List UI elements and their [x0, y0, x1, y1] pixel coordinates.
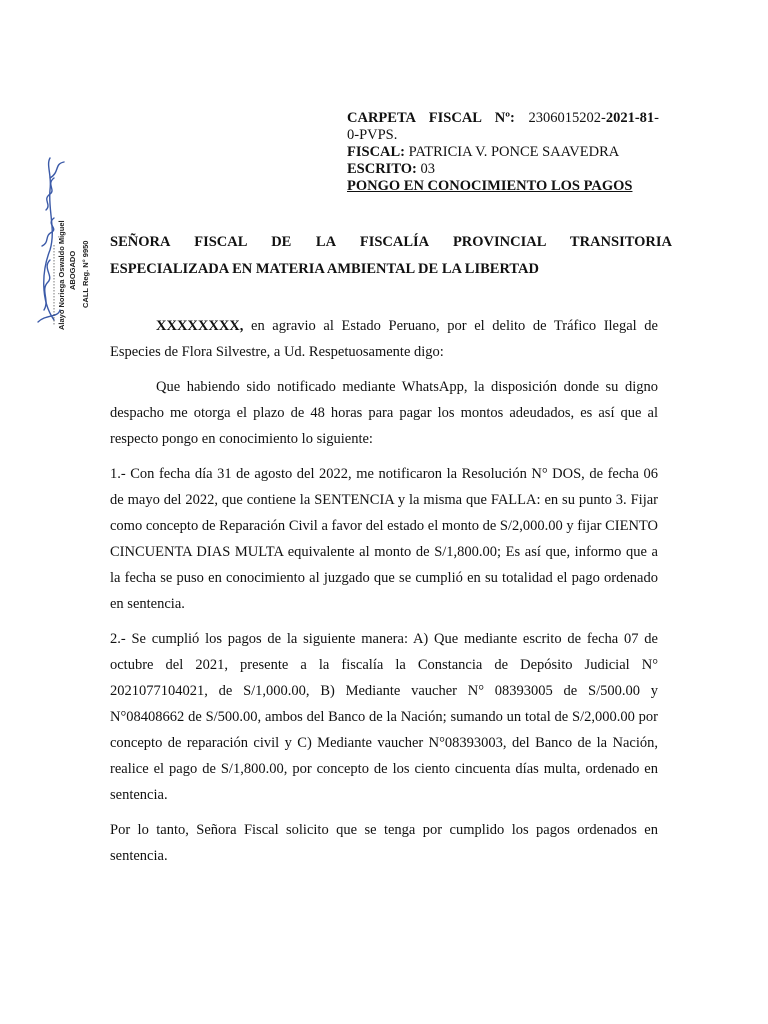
paragraph-item-2: 2.- Se cumplió los pagos de la siguiente manera: A) Que mediante escrito de fecha 07 de octubre del 2021, presente a la fiscalía la Constancia de Depósito Judicial N° 2021077104021, de S/1,000.00, B) Mediante vaucher N° 08393005 de S/500.00 y N°08408662 de S/500.00, ambos del Banco de la Nación; sumando un total de S/2,000.00 por concepto de reparación civil y C) Mediante vaucher N°08393003, del Banco de la Nación, realice el pago de S/1,800.00, por concepto de los ciento cincuenta días multa, ordenado en sentencia.: [110, 631, 658, 803]
intro-text: en agravio al Estado Peruano, por el delito de Tráfico Ilegal de Especies de Flora Silvestre, a Ud. Respetuosamente digo:: [110, 318, 658, 360]
case-header: [347, 110, 659, 195]
intro-paragraph: [110, 313, 658, 365]
case-file-suffix: 0-PVPS.: [347, 127, 398, 143]
brief-number: 03: [416, 161, 435, 177]
document-body: [110, 313, 658, 877]
brief-label: ESCRITO:: [347, 161, 417, 177]
signature-stamp: [20, 150, 102, 335]
paragraph-notification: Que habiendo sido notificado mediante WhatsApp, la disposición donde su digno despacho me otorga el plazo de 48 horas para pagar los montos adeudados, es así que al respecto pongo en conocimiento lo siguiente:: [110, 379, 658, 447]
case-file-number-b: 2021-81: [605, 110, 655, 126]
addressee-line-2: ESPECIALIZADA EN MATERIA AMBIENTAL DE LA LIBERTAD: [110, 261, 539, 277]
brief-line: [347, 161, 659, 178]
prosecutor-line: [347, 144, 659, 161]
case-file-label: CARPETA FISCAL Nº:: [347, 110, 515, 126]
prosecutor-name: PATRICIA V. PONCE SAAVEDRA: [405, 144, 620, 160]
addressee: [110, 229, 672, 283]
case-file-number-c: -: [654, 110, 659, 126]
paragraph-request: Por lo tanto, Señora Fiscal solicito que se tenga por cumplido los pagos ordenados en sentencia.: [110, 822, 658, 864]
petitioner-name: XXXXXXXX,: [156, 318, 244, 334]
case-file-number-a: 2306015202-: [514, 110, 606, 126]
stamp-name: Alayo Noriega Oswaldo Miguel: [57, 220, 66, 330]
paragraph-item-1: 1.- Con fecha día 31 de agosto del 2022, me notificaron la Resolución N° DOS, de fecha 06 de mayo del 2022, que contiene la SENTENCIA y la misma que FALLA: en su punto 3. Fijar como concepto de Reparación Civil a favor del estado el monto de S/2,000.00 y fijar CIENTO CINCUENTA DIAS MULTA equivalente al monto de S/1,800.00; Es así que, informo que a la fecha se puso en conocimiento al juzgado que se cumplió en su totalidad el pago ordenado en sentencia.: [110, 466, 658, 612]
stamp-title: ABOGADO: [68, 250, 77, 290]
prosecutor-label: FISCAL:: [347, 144, 406, 160]
stamp-reg: CALL Reg. N° 9950: [81, 240, 90, 308]
addressee-line-1: SEÑORA FISCAL DE LA FISCALÍA PROVINCIAL TRANSITORIA: [110, 234, 672, 250]
document-subject: PONGO EN CONOCIMIENTO LOS PAGOS: [347, 178, 633, 194]
case-file-line: [347, 110, 659, 127]
